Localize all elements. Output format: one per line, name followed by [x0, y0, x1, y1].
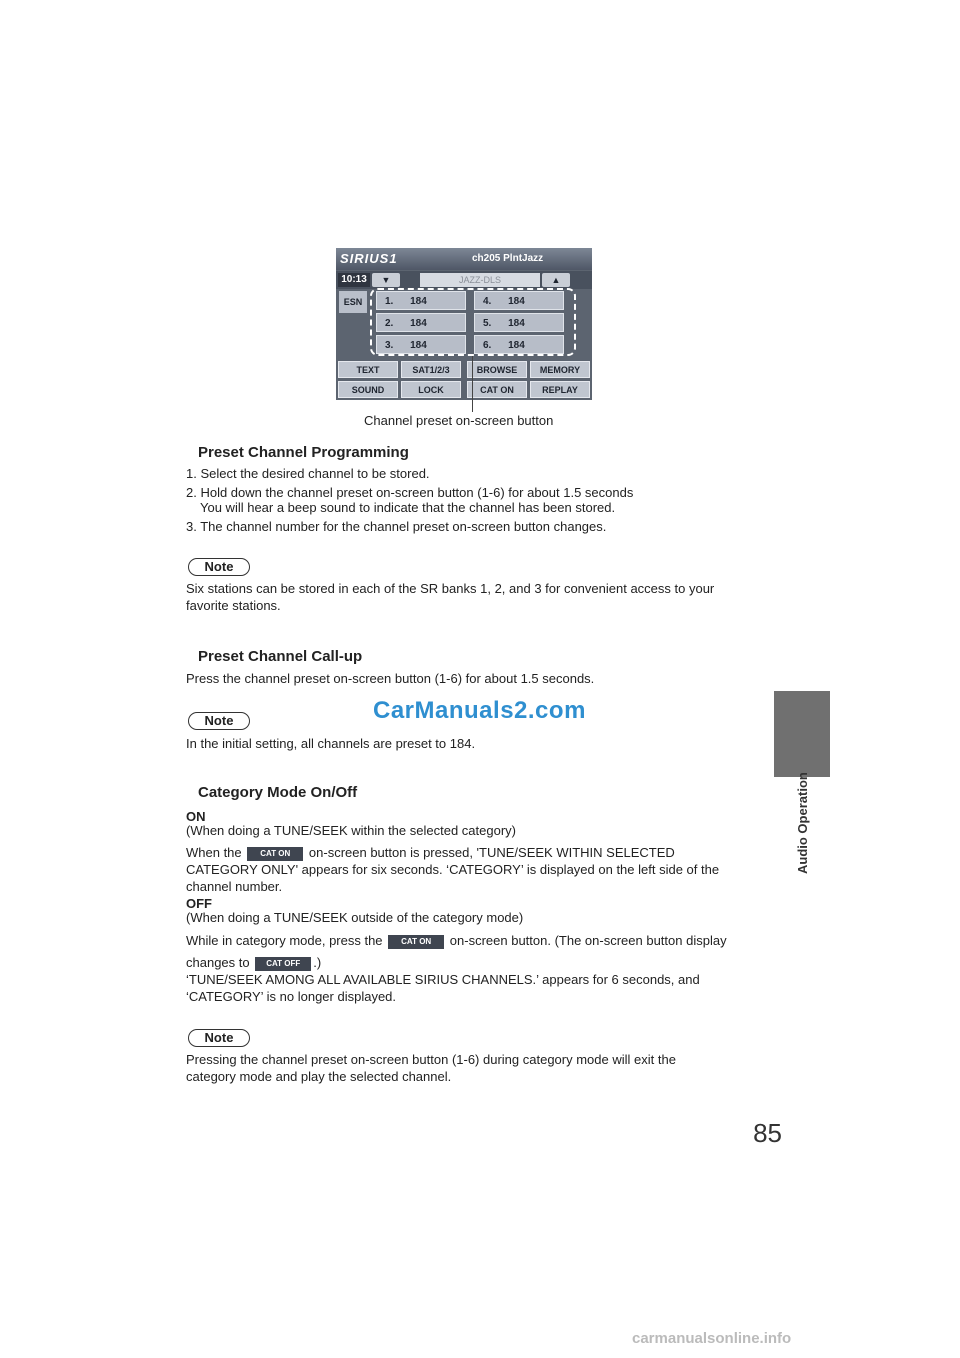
esn-button[interactable]: ESN	[339, 291, 367, 313]
preset-button-4[interactable]: 4. 184	[474, 291, 564, 310]
callup-instruction: Press the channel preset on-screen button (1-6) for about 1.5 seconds.	[186, 671, 595, 686]
heading-category-mode: Category Mode On/Off	[198, 784, 358, 801]
off-label: OFF	[186, 896, 212, 911]
note-text-line: In the initial setting, all channels are preset to 184.	[186, 736, 476, 751]
page-number: 85	[753, 1118, 782, 1148]
off-text-line	[186, 954, 321, 971]
off-text-part: .)	[313, 955, 322, 970]
screenshot-caption: Channel preset on-screen button	[364, 413, 554, 428]
section-tab	[774, 691, 830, 777]
off-text-line	[186, 932, 727, 949]
step-2-detail: You will hear a beep sound to indicate that the channel has been stored.	[200, 500, 616, 515]
sat-button[interactable]: SAT1/2/3	[401, 361, 461, 378]
on-text-line: channel number.	[186, 879, 283, 894]
on-text-part: on-screen button is pressed, 'TUNE/SEEK WITHIN SELECTED	[308, 845, 675, 860]
footer-watermark: carmanualsonline.info	[632, 1330, 792, 1347]
step-3: 3. The channel number for the channel preset on-screen button changes.	[186, 519, 607, 534]
off-condition: (When doing a TUNE/SEEK outside of the category mode)	[186, 910, 524, 925]
preset-highlight-outline	[370, 288, 576, 356]
note-badge: Note	[188, 712, 250, 730]
sound-button[interactable]: SOUND	[338, 381, 398, 398]
heading-preset-programming: Preset Channel Programming	[198, 444, 409, 461]
step-2: 2. Hold down the channel preset on-screen button (1-6) for about 1.5 seconds	[186, 485, 634, 500]
off-text-part: While in category mode, press the	[186, 933, 383, 948]
off-text-part: on-screen button. (The on-screen button display	[449, 933, 727, 948]
on-condition: (When doing a TUNE/SEEK within the selected category)	[186, 823, 516, 838]
on-text-part: When the	[186, 845, 242, 860]
on-label: ON	[186, 809, 206, 824]
sirius-screen-illustration	[336, 248, 592, 400]
heading-preset-callup: Preset Channel Call-up	[198, 648, 363, 665]
replay-button[interactable]: REPLAY	[530, 381, 590, 398]
preset-button-5[interactable]: 5. 184	[474, 313, 564, 332]
cat-off-button-image: CAT OFF	[255, 957, 311, 971]
note-badge: Note	[188, 1029, 250, 1047]
section-tab-label	[774, 772, 830, 900]
off-text-line: ‘CATEGORY’ is no longer displayed.	[186, 989, 397, 1004]
sirius-logo: SIRIUS1	[340, 251, 398, 266]
preset-button-6[interactable]: 6. 184	[474, 335, 564, 354]
lock-button[interactable]: LOCK	[401, 381, 461, 398]
step-1: 1. Select the desired channel to be stored.	[186, 466, 430, 481]
cat-on-button-image: CAT ON	[388, 935, 444, 949]
section-tab-text: Audio Operation	[795, 772, 810, 874]
off-text-part: changes to	[186, 955, 250, 970]
callout-leader-line	[472, 356, 473, 412]
note-text-line: Pressing the channel preset on-screen button (1-6) during category mode will exit the	[186, 1052, 676, 1067]
on-text-line	[186, 844, 675, 861]
cat-on-button[interactable]: CAT ON	[467, 381, 527, 398]
channel-name: JAZZ-DLS	[420, 273, 540, 287]
browse-button[interactable]: BROWSE	[467, 361, 527, 378]
off-text-line: ‘TUNE/SEEK AMONG ALL AVAILABLE SIRIUS CHANNELS.’ appears for 6 seconds, and	[186, 972, 700, 987]
tune-up-button[interactable]: ▲	[542, 273, 570, 287]
memory-button[interactable]: MEMORY	[530, 361, 590, 378]
note-text-line: favorite stations.	[186, 598, 281, 613]
text-button[interactable]: TEXT	[338, 361, 398, 378]
on-text-line: CATEGORY ONLY' appears for six seconds. ‘CATEGORY’ is displayed on the left side of the	[186, 862, 720, 877]
cat-on-button-image: CAT ON	[247, 847, 303, 861]
channel-info: ch205 PlntJazz	[472, 253, 544, 264]
tune-down-button[interactable]: ▼	[372, 273, 400, 287]
note-text-line: category mode and play the selected channel.	[186, 1069, 452, 1084]
watermark-carmanuals2: CarManuals2.com	[373, 697, 586, 724]
preset-button-1[interactable]: 1. 184	[376, 291, 466, 310]
preset-button-2[interactable]: 2. 184	[376, 313, 466, 332]
clock: 10:13	[338, 273, 370, 287]
note-badge: Note	[188, 558, 250, 576]
preset-button-3[interactable]: 3. 184	[376, 335, 466, 354]
note-text-line: Six stations can be stored in each of the SR banks 1, 2, and 3 for convenient access to your	[186, 581, 715, 596]
